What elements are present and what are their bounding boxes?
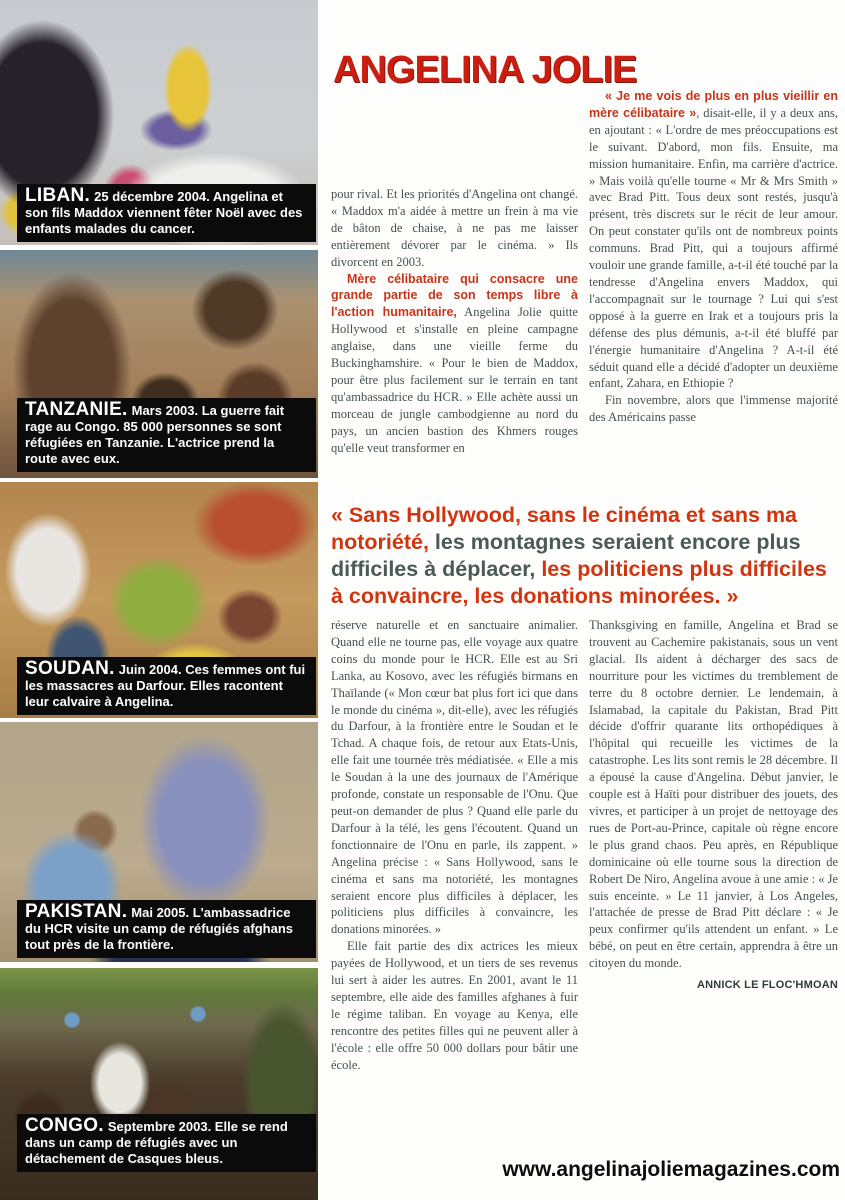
- red-lead-text: « Je me vois de plus en plus vieillir en mère célibataire »: [589, 89, 838, 120]
- body-text: Angelina Jolie quitte Hollywood et s'installe en pleine campagne anglaise, dans une vieille ferme du Buckinghamshire. « Pour le bien de Maddox, pour être plus facilement sur le terrain en tant qu'ambassadrice du HCR. » Elle achète aussi un morceau de jungle cambodgienne au nord du pays, un ancien bastion des Khmers rouges qu'elle veut transformer en: [331, 305, 578, 455]
- caption-text-congo: Septembre 2003. Elle se rend dans un camp de réfugiés avec un détachement de Casques bleus.: [25, 1119, 288, 1166]
- paragraph: [589, 392, 838, 426]
- caption-text-liban: 25 décembre 2004. Angelina et son fils Maddox viennent fêter Noël avec des enfants malades du cancer.: [25, 189, 303, 236]
- body-text: , disait-elle, il y a deux ans, en ajoutant : « L'ordre de mes préoccupations est le suivant. D'abord, mon fils. Ensuite, ma mission humanitaire. Enfin, ma carrière d'actrice. » Mais voilà qu'elle tourne « Mr & Mrs Smith » avec Brad Pitt. Tous deux sont restés, jusqu'à présent, très discrets sur le récit de leur amour. On peut constater qu'ils ont de nombreux points communs. Brad Pitt, qui a toujours affirmé vouloir une grande famille, a-t-il été touché par la tendresse d'Angelina envers Maddox, qui l'accompagnait sur le tournage ? Lui qui s'est opposé à la guerre en Irak et a toujours pris la défense des plus démunis, a-t-il été bluffé par l'énergie humanitaire d'Angelina ? A-t-il été séduit quand elle a décidé d'adopter un deuxième enfant, Zahara, en Ethiopie ?: [589, 105, 838, 391]
- body-text: Fin novembre, alors que l'immense majorité des Américains passe: [589, 393, 838, 425]
- caption-label-tanzanie: TANZANIE.: [25, 399, 128, 420]
- caption-label-liban: LIBAN.: [25, 185, 91, 206]
- pull-quote-red-segment: les politiciens plus difficiles à convaincre, les donations minorées. »: [331, 557, 827, 608]
- caption-label-soudan: SOUDAN.: [25, 658, 115, 679]
- caption-label-pakistan: PAKISTAN.: [25, 901, 128, 922]
- paragraph: [589, 88, 838, 392]
- pull-quote-red-segment: « Sans Hollywood, sans le cinéma et sans ma notoriété,: [331, 503, 798, 554]
- red-lead-text: Mère célibataire qui consacre une grande partie de son temps libre à l'action humanitaire,: [331, 271, 578, 320]
- pull-quote-gray-segment: les montagnes seraient encore plus difficiles à déplacer,: [331, 530, 801, 581]
- body-text: Thanksgiving en famille, Angelina et Brad se trouvent au Cachemire pakistanais, sous un vent glacial. Ils aident à décharger des sacs de nourriture pour les victimes du tremblement de terre du 8 octobre dernier. Le lendemain, à Islamabad, la capitale du Pakistan, Brad Pitt décide d'offrir quarante lits orthopédiques à l'hôpital qui recueille les victimes de la catastrophe. Les lits sont remis le 28 décembre. Il a épousé la cause d'Angelina. Début janvier, le couple est à Haïti pour distribuer des jouets, des vivres, et participer à un projet de nettoyage des rues de Port-au-Prince, capitale où règne encore le plus grand chaos. Peu après, en République dominicaine où elle tourne sous la direction de Robert De Niro, Angelina avoue à une amie : « Je suis enceinte. » Le 11 janvier, à Los Angeles, l'attachée de presse de Brad Pitt déclare : « Je peux confirmer qu'ils attendent un enfant. » Le bébé, on peut en être certain, apprendra à être un citoyen du monde.: [589, 618, 838, 971]
- paragraph: [331, 271, 578, 457]
- paragraph: [331, 186, 578, 271]
- caption-label-congo: CONGO.: [25, 1115, 104, 1136]
- article-column-left-bottom: [331, 617, 578, 1073]
- photo-tanzanie-refugees: [0, 250, 318, 478]
- pull-quote: [331, 502, 843, 610]
- caption-pakistan: [17, 900, 316, 958]
- body-text: réserve naturelle et en sanctuaire animalier. Quand elle ne tourne pas, elle voyage aux quatre coins du monde pour le HCR. Elle est au Sri Lanka, au Kosovo, avec les réfugiés birmans en Thaïlande (« Mon cœur bat plus fort ici que dans le monde du cinéma », dit-elle), avec les réfugiés du Darfour, à la frontière entre le Soudan et le Tchad. A chaque fois, de retour aux Etats-Unis, elle fait une tournée très médiatisée. « Elle a mis le Soudan à la une des journaux de l'Amérique profonde, constate un responsable de l'Onu. Que peut-on demander de plus ? Quand elle parle du Darfour à la télé, les gens l'écoutent. Quand un fonctionnaire de l'Onu en parle, ils zappent. » Angelina précise : « Sans Hollywood, sans le cinéma et sans ma notoriété, les montagnes seraient encore plus difficiles à déplacer, les politiciens plus difficiles à convaincre, les donations minorées. »: [331, 618, 578, 937]
- author-credit: ANNICK LE FLOC'HMOAN: [696, 979, 838, 992]
- caption-liban: [17, 184, 316, 242]
- article-column-left-top: [331, 186, 578, 457]
- photo-congo-peacekeepers: [0, 968, 318, 1200]
- caption-tanzanie: [17, 398, 316, 472]
- website-url: www.angelinajoliemagazines.com: [502, 1158, 840, 1181]
- photo-pakistan-headscarf: [0, 722, 318, 962]
- paragraph: [331, 938, 578, 1073]
- article-column-right-top: [589, 88, 838, 426]
- caption-congo: [17, 1114, 316, 1172]
- paragraph: [331, 617, 578, 938]
- page-title: ANGELINA JOLIE: [333, 49, 637, 92]
- caption-text-tanzanie: Mars 2003. La guerre fait rage au Congo. 85 000 personnes se sont réfugiées en Tanzanie. L'actrice prend la route avec eux.: [25, 403, 285, 466]
- caption-soudan: [17, 657, 316, 715]
- photo-soudan-darfour-women: [0, 482, 318, 718]
- caption-text-soudan: Juin 2004. Ces femmes ont fui les massacres au Darfour. Elles racontent leur calvaire à Angelina.: [25, 662, 306, 709]
- body-text: pour rival. Et les priorités d'Angelina ont changé. « Maddox m'a aidée à mettre un frein à ma vie de bâton de chaise, à ne pas me laisser entièrement dévorer par le cinéma. » Ils divorcent en 2003.: [331, 187, 578, 269]
- paragraph: [589, 617, 838, 972]
- article-column-right-bottom: [589, 617, 838, 994]
- photo-liban-hospital: [0, 0, 318, 245]
- body-text: Elle fait partie des dix actrices les mieux payées de Hollywood, et un tiers de ses revenus lui sert à aider les autres. En 2001, avant le 11 septembre, elle aide des familles afghanes à fuir le régime taliban. En voyage au Kenya, elle rencontre des petites filles qui ne peuvent aller à l'école : elle offre 50 000 dollars pour bâtir une école.: [331, 939, 578, 1072]
- caption-text-pakistan: Mai 2005. L'ambassadrice du HCR visite un camp de réfugiés afghans tout près de la frontière.: [25, 905, 293, 952]
